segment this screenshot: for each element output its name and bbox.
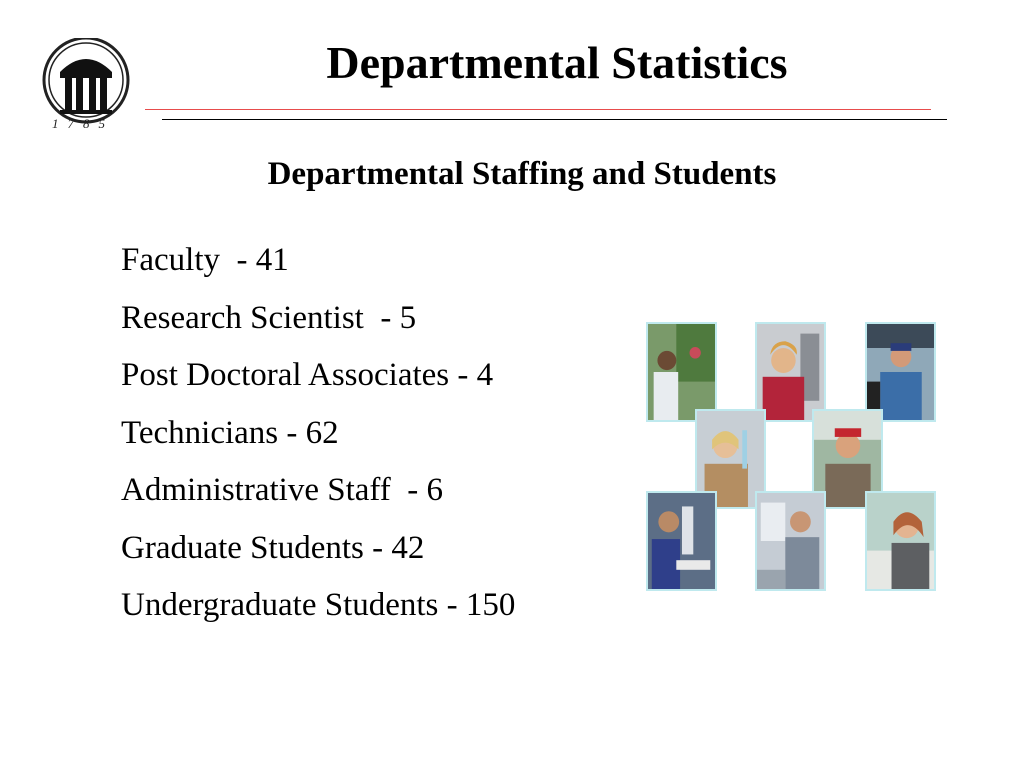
photo-person-with-plants [646,322,717,422]
photo-student-at-microscope [646,491,717,591]
photo-man-in-cap-on-tractor [865,322,936,422]
staffing-stats-list [121,232,515,635]
logo-year: 1785 [52,116,114,131]
title-underline-red [145,109,931,110]
stat-post-doctoral: Post Doctoral Associates - 4 [121,357,494,393]
page-title: Departmental Statistics [326,37,788,88]
stat-technicians: Technicians - 62 [121,414,339,451]
photo-woman-at-microscope [755,322,826,422]
title-underline-black [162,119,947,120]
stat-undergraduate-students: Undergraduate Students - 150 [121,587,516,623]
section-subtitle: Departmental Staffing and Students [267,156,777,192]
stat-research-scientist: Research Scientist - 5 [121,299,417,336]
stat-faculty: Faculty - 41 [121,242,289,278]
photo-student-at-computer [755,491,826,591]
stat-graduate-students: Graduate Students - 42 [121,529,425,566]
stat-administrative-staff: Administrative Staff - 6 [121,472,444,508]
photo-woman-with-glasses [865,491,936,591]
